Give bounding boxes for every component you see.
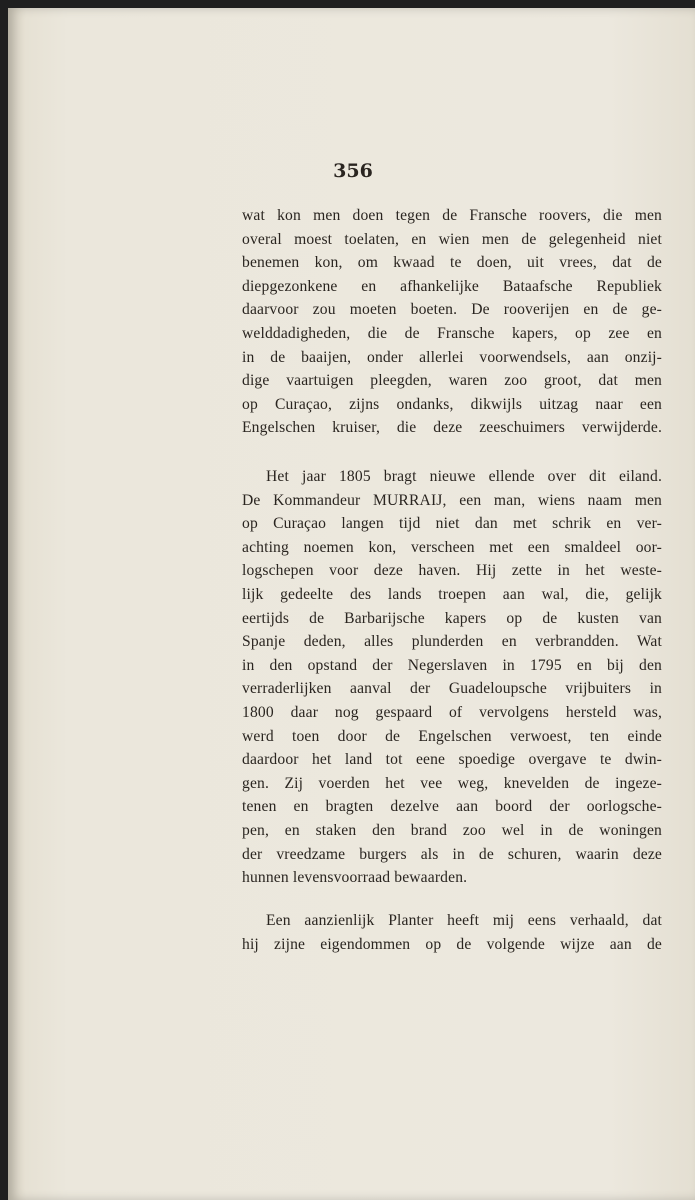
text-line: eertijds de Barbarijsche kapers op de kusten van	[242, 609, 662, 627]
text-line: De Kommandeur MURRAIJ, een man, wiens naam men	[242, 491, 662, 509]
text-line: Spanje deden, alles plunderden en verbrandden. Wat	[242, 633, 662, 651]
text-line: op Curaçao, zijns ondanks, dikwijls uitzag naar een	[242, 395, 662, 413]
text-line: achting noemen kon, verscheen met een smaldeel oor-	[242, 538, 662, 556]
text-line: logschepen voor deze haven. Hij zette in het weste-	[242, 562, 662, 580]
text-line: lijk gedeelte des lands troepen aan wal, die, gelijk	[242, 585, 662, 603]
text-line: werd toen door de Engelschen verwoest, ten einde	[242, 727, 662, 745]
text-line: daardoor het land tot eene spoedige overgave te dwin-	[242, 751, 662, 769]
book-page	[8, 8, 695, 1200]
text-line: op Curaçao langen tijd niet dan met schrik en ver-	[242, 515, 662, 533]
text-line: in de baaijen, onder allerlei voorwendsels, aan onzij-	[242, 348, 662, 366]
text-line: overal moest toelaten, en wien men de gelegenheid niet	[242, 230, 662, 248]
text-line: 1800 daar nog gespaard of vervolgens hersteld was,	[242, 703, 662, 721]
text-line: verraderlijken aanval der Guadeloupsche vrijbuiters in	[242, 680, 662, 698]
text-line: der vreedzame burgers als in de schuren, waarin deze	[242, 845, 662, 863]
text-line: Engelschen kruiser, die deze zeeschuimers verwijderde.	[242, 419, 662, 437]
paragraph-3	[242, 909, 662, 956]
paragraph-1	[242, 204, 662, 440]
text-line: dige vaartuigen pleegden, waren zoo groot, dat men	[242, 372, 662, 390]
text-line: daarvoor zou moeten boeten. De rooverijen en de ge-	[242, 301, 662, 319]
text-line: tenen en bragten dezelve aan boord der oorlogsche-	[242, 798, 662, 816]
text-line: diepgezonkene en afhankelijke Bataafsche Republiek	[242, 277, 662, 295]
text-line: pen, en staken den brand zoo wel in de woningen	[242, 821, 662, 839]
text-line: wat kon men doen tegen de Fransche roovers, die men	[242, 207, 662, 224]
text-line: Een aanzienlijk Planter heeft mij eens verhaald, dat	[266, 912, 662, 929]
text-line: gen. Zij voerden het vee weg, knevelden de ingeze-	[242, 774, 662, 792]
paragraph-2	[242, 465, 662, 890]
text-line: welddadigheden, die de Fransche kapers, op zee en	[242, 324, 662, 342]
text-line: Het jaar 1805 bragt nieuwe ellende over dit eiland.	[266, 468, 662, 485]
page-number: 356	[333, 160, 373, 182]
text-line: hij zijne eigendommen op de volgende wijze aan de	[242, 935, 662, 953]
text-line: benemen kon, om kwaad te doen, uit vrees, dat de	[242, 254, 662, 272]
text-line: in den opstand der Negerslaven in 1795 en bij den	[242, 656, 662, 674]
text-line: hunnen levensvoorraad bewaarden.	[242, 869, 468, 887]
